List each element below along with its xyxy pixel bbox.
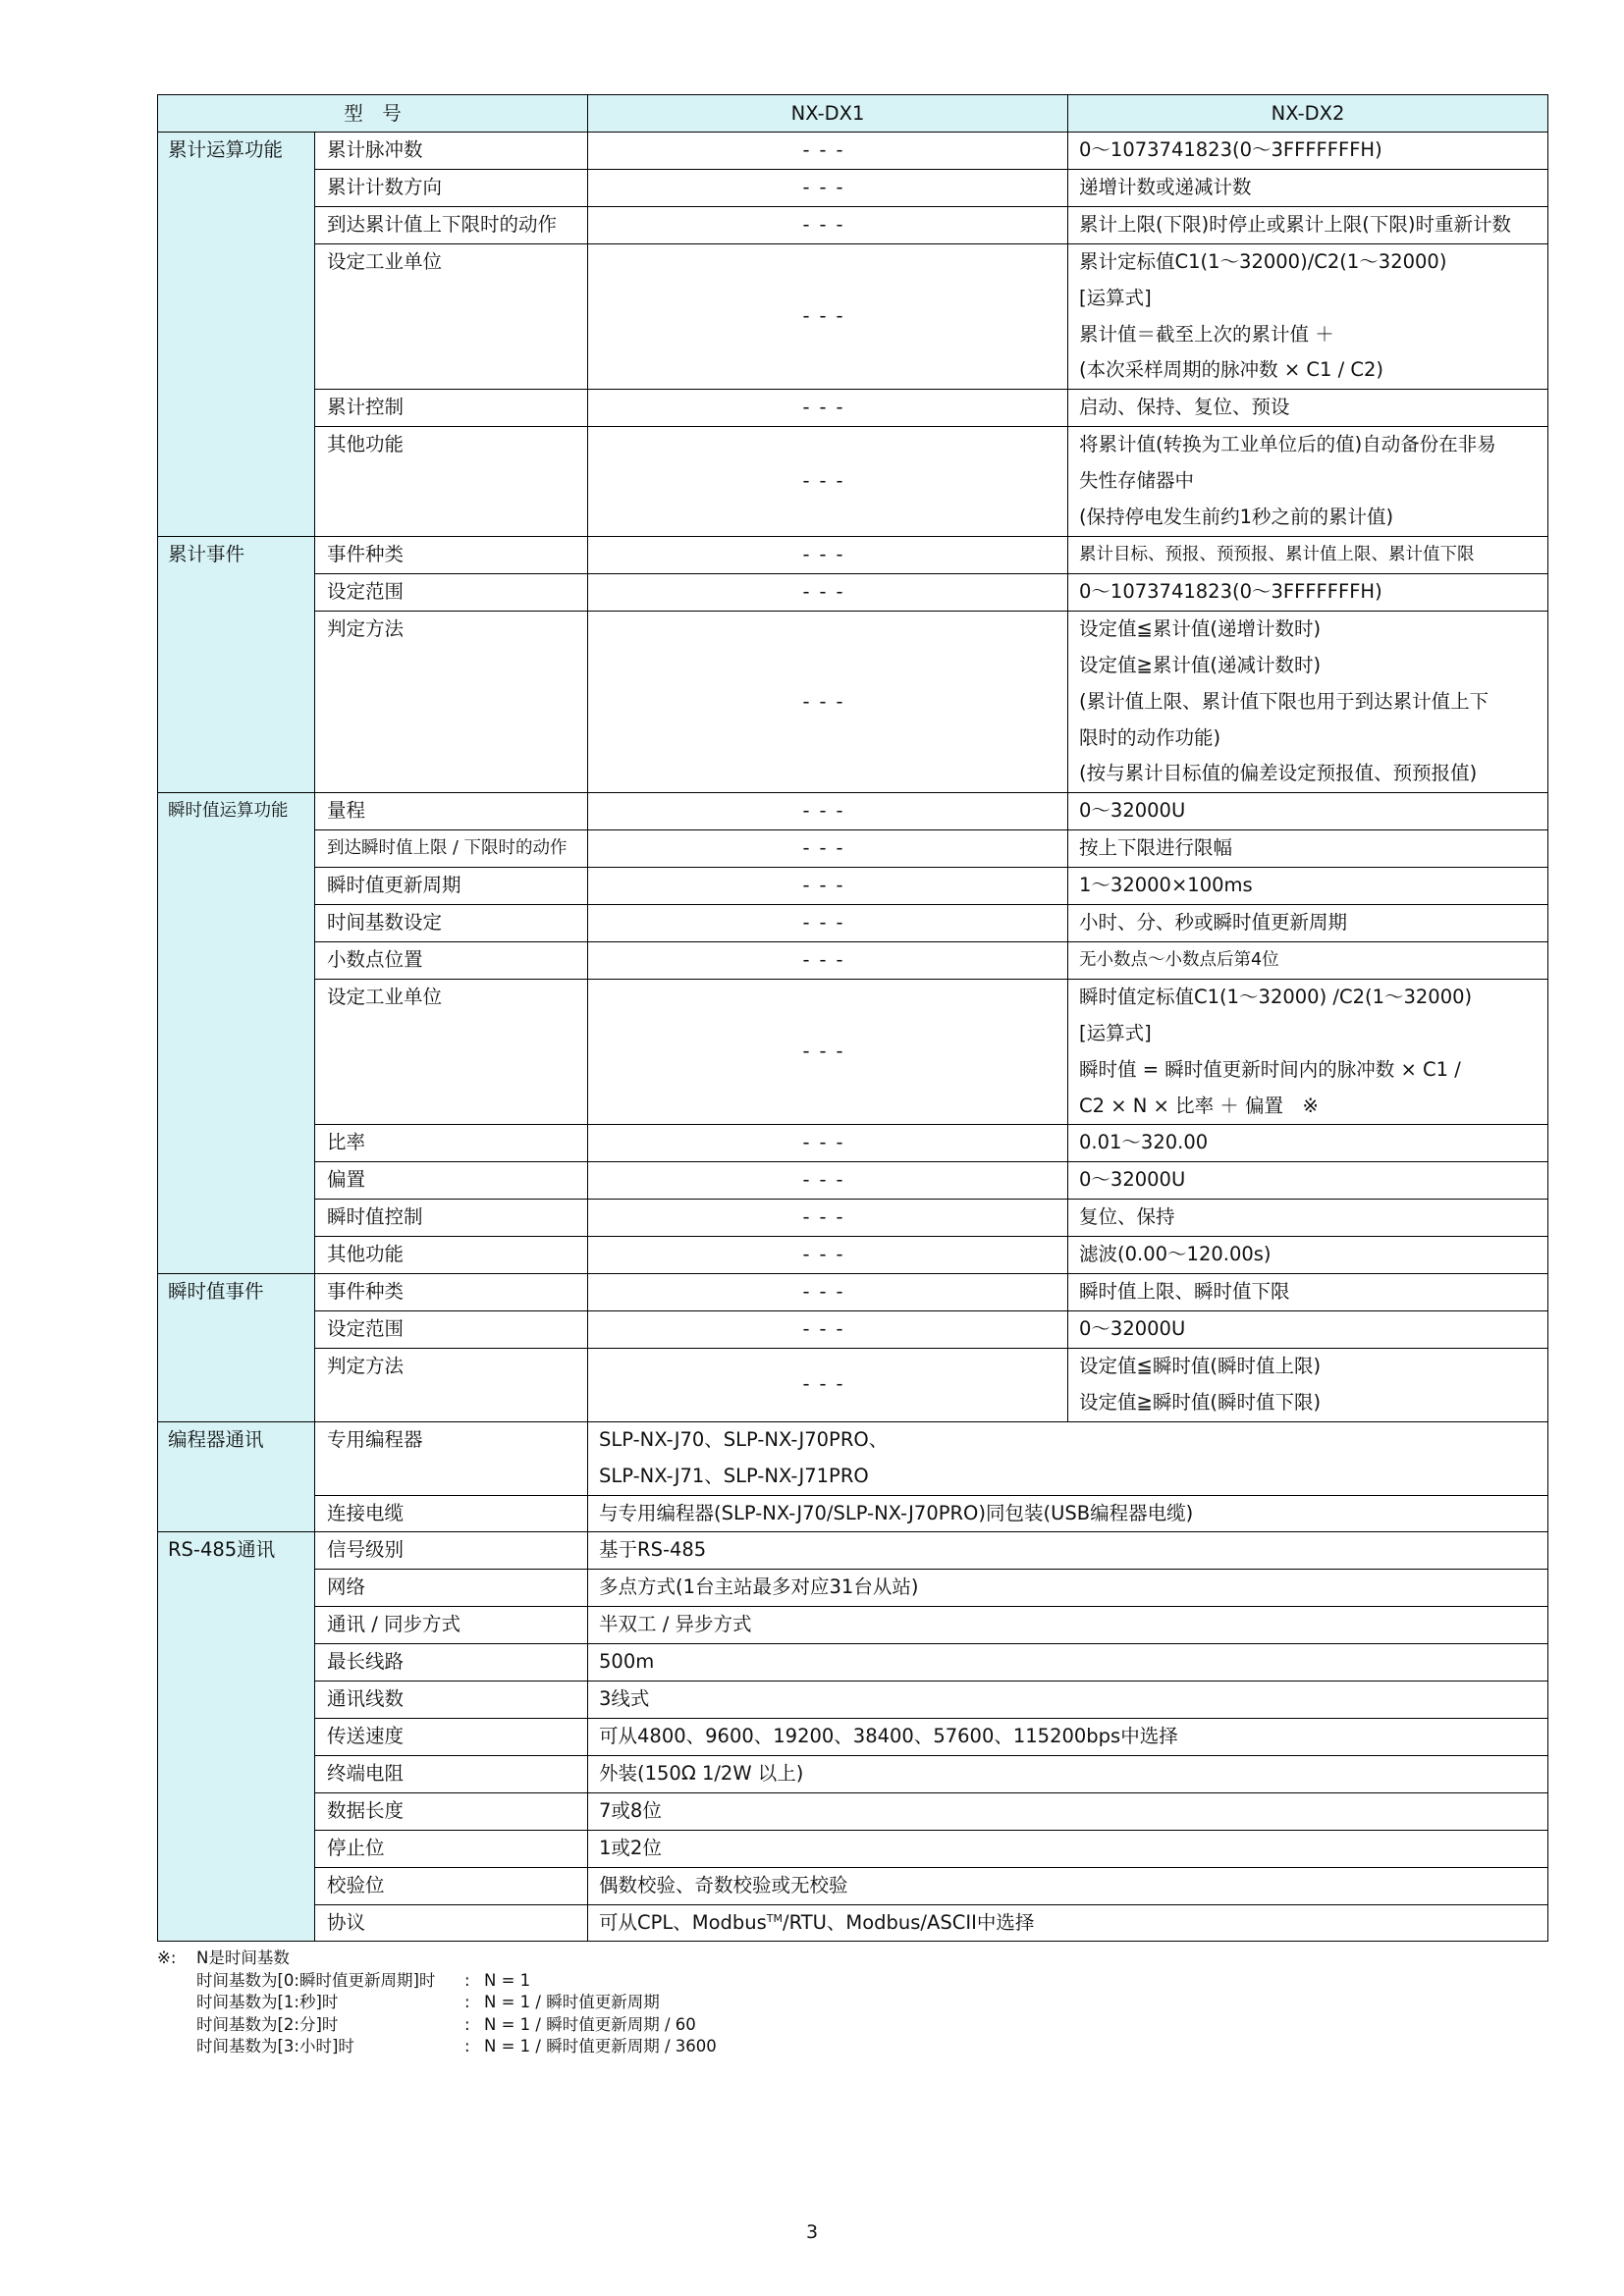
dx2-value: 0～32000U xyxy=(1068,1162,1548,1200)
row-label: 协议 xyxy=(315,1904,588,1942)
row-label: 连接电缆 xyxy=(315,1495,588,1532)
group-inst-event: 瞬时值事件 xyxy=(158,1274,315,1422)
table-row xyxy=(158,1570,1548,1607)
row-label: 比率 xyxy=(315,1125,588,1162)
footnote-label: 时间基数为[3:小时]时 xyxy=(196,2037,354,2056)
group-rs485: RS-485通讯 xyxy=(158,1532,315,1942)
dx2-value: 启动、保持、复位、预设 xyxy=(1068,390,1548,427)
row-label: 其他功能 xyxy=(315,1237,588,1274)
table-row xyxy=(158,1867,1548,1904)
table-row xyxy=(158,941,1548,979)
table-row xyxy=(158,1348,1548,1421)
table-row xyxy=(158,1125,1548,1162)
dx2-value: 累计目标、预报、预预报、累计值上限、累计值下限 xyxy=(1068,536,1548,573)
header-model: 型 号 xyxy=(158,95,588,133)
group-loader: 编程器通讯 xyxy=(158,1421,315,1532)
row-label: 数据长度 xyxy=(315,1792,588,1830)
table-row xyxy=(158,1162,1548,1200)
footnote-separator: : xyxy=(464,2037,470,2056)
dx2-value: 0～32000U xyxy=(1068,1311,1548,1349)
footnote-value: N = 1 / 瞬时值更新周期 xyxy=(484,1993,660,2012)
dx1-value: --- xyxy=(588,611,1068,793)
shared-value: 1或2位 xyxy=(588,1830,1548,1867)
footnote-value: N = 1 / 瞬时值更新周期 / 60 xyxy=(484,2014,696,2034)
table-row xyxy=(158,1495,1548,1532)
value-line: 瞬时值 = 瞬时值更新时间内的脉冲数 × C1 / xyxy=(1079,1057,1461,1081)
row-label: 专用编程器 xyxy=(315,1421,588,1495)
row-label: 累计脉冲数 xyxy=(315,133,588,170)
table-row xyxy=(158,1830,1548,1867)
dx2-value: 递增计数或递减计数 xyxy=(1068,169,1548,206)
table-row xyxy=(158,1311,1548,1349)
dx1-value: --- xyxy=(588,979,1068,1125)
protocol-text: /RTU、Modbus/ASCII中选择 xyxy=(783,1910,1035,1934)
table-row xyxy=(158,243,1548,390)
dx2-value: 复位、保持 xyxy=(1068,1200,1548,1237)
table-row xyxy=(158,169,1548,206)
shared-value: 可从4800、9600、19200、38400、57600、115200bps中选择 xyxy=(588,1718,1548,1755)
header-row xyxy=(158,95,1548,133)
table-row xyxy=(158,1718,1548,1755)
spec-table xyxy=(157,94,1548,1942)
dx1-value: --- xyxy=(588,133,1068,170)
row-label: 停止位 xyxy=(315,1830,588,1867)
table-row xyxy=(158,1644,1548,1682)
table-row xyxy=(158,573,1548,611)
dx1-value: --- xyxy=(588,1125,1068,1162)
row-label: 瞬时值控制 xyxy=(315,1200,588,1237)
footnote-value: N = 1 / 瞬时值更新周期 / 3600 xyxy=(484,2037,717,2056)
shared-value: 半双工 / 异步方式 xyxy=(588,1607,1548,1644)
header-nx-dx2: NX-DX2 xyxy=(1068,95,1548,133)
dx1-value: --- xyxy=(588,1348,1068,1421)
shared-value xyxy=(588,1904,1548,1942)
table-row xyxy=(158,206,1548,243)
table-row xyxy=(158,1532,1548,1570)
dx2-value xyxy=(1068,979,1548,1125)
shared-value: 与专用编程器(SLP-NX-J70/SLP-NX-J70PRO)同包装(USB编程器电缆) xyxy=(588,1495,1548,1532)
dx2-value: 小时、分、秒或瞬时值更新周期 xyxy=(1068,905,1548,942)
group-accum-event: 累计事件 xyxy=(158,536,315,792)
value-line: 设定值≦累计值(递增计数时) xyxy=(1079,616,1322,640)
table-row xyxy=(158,793,1548,830)
footnote-title: N是时间基数 xyxy=(196,1949,290,1967)
table-row xyxy=(158,905,1548,942)
row-label: 传送速度 xyxy=(315,1718,588,1755)
table-row xyxy=(158,1755,1548,1792)
group-accum: 累计运算功能 xyxy=(158,133,315,537)
row-label: 偏置 xyxy=(315,1162,588,1200)
row-label: 判定方法 xyxy=(315,1348,588,1421)
row-label: 设定范围 xyxy=(315,573,588,611)
row-label: 到达累计值上下限时的动作 xyxy=(315,206,588,243)
value-line: [运算式] xyxy=(1079,286,1152,309)
table-row xyxy=(158,427,1548,537)
row-label: 设定范围 xyxy=(315,1311,588,1349)
row-label: 其他功能 xyxy=(315,427,588,537)
dx2-value xyxy=(1068,611,1548,793)
row-label: 时间基数设定 xyxy=(315,905,588,942)
footnote-separator: : xyxy=(464,1970,470,1990)
footnote-mark: ※: xyxy=(157,1949,177,1967)
dx1-value: --- xyxy=(588,1237,1068,1274)
shared-value: 基于RS-485 xyxy=(588,1532,1548,1570)
table-row xyxy=(158,1792,1548,1830)
dx1-value: --- xyxy=(588,169,1068,206)
dx2-value: 滤波(0.00～120.00s) xyxy=(1068,1237,1548,1274)
dx1-value: --- xyxy=(588,206,1068,243)
trademark-mark: TM xyxy=(766,1911,784,1925)
shared-value: 外装(150Ω 1/2W 以上) xyxy=(588,1755,1548,1792)
value-line: 累计值＝截至上次的累计值 ＋ xyxy=(1079,322,1334,346)
footnote-value: N = 1 xyxy=(484,1970,531,1990)
value-line: (累计值上限、累计值下限也用于到达累计值上下 xyxy=(1079,689,1489,713)
table-row xyxy=(158,390,1548,427)
value-line: C2 × N × 比率 ＋ 偏置 ※ xyxy=(1079,1094,1319,1117)
value-line: 失性存储器中 xyxy=(1079,469,1195,493)
value-line: (按与累计目标值的偏差设定预报值、预预报值) xyxy=(1079,762,1478,785)
table-row xyxy=(158,1200,1548,1237)
value-line: (保持停电发生前约1秒之前的累计值) xyxy=(1079,506,1394,529)
row-label: 判定方法 xyxy=(315,611,588,793)
dx1-value: --- xyxy=(588,390,1068,427)
shared-value xyxy=(588,1421,1548,1495)
row-label: 通讯 / 同步方式 xyxy=(315,1607,588,1644)
row-label: 小数点位置 xyxy=(315,941,588,979)
footnote-separator: : xyxy=(464,1993,470,2012)
value-line: [运算式] xyxy=(1079,1021,1152,1044)
dx1-value: --- xyxy=(588,1200,1068,1237)
table-row xyxy=(158,868,1548,905)
table-row xyxy=(158,1274,1548,1311)
value-line: SLP-NX-J70、SLP-NX-J70PRO、 xyxy=(599,1427,889,1451)
row-label: 到达瞬时值上限 / 下限时的动作 xyxy=(315,830,588,868)
dx1-value: --- xyxy=(588,941,1068,979)
value-line: 将累计值(转换为工业单位后的值)自动备份在非易 xyxy=(1079,433,1496,456)
row-label: 累计控制 xyxy=(315,390,588,427)
table-row xyxy=(158,979,1548,1125)
dx1-value: --- xyxy=(588,868,1068,905)
footnote-separator: : xyxy=(464,2014,470,2034)
dx1-value: --- xyxy=(588,793,1068,830)
row-label: 网络 xyxy=(315,1570,588,1607)
dx1-value: --- xyxy=(588,830,1068,868)
dx2-value xyxy=(1068,1348,1548,1421)
row-label: 信号级别 xyxy=(315,1532,588,1570)
shared-value: 3线式 xyxy=(588,1682,1548,1719)
dx1-value: --- xyxy=(588,1162,1068,1200)
value-line: 设定值≧累计值(递减计数时) xyxy=(1079,653,1322,676)
dx2-value: 瞬时值上限、瞬时值下限 xyxy=(1068,1274,1548,1311)
dx1-value: --- xyxy=(588,243,1068,390)
row-label: 设定工业单位 xyxy=(315,979,588,1125)
row-label: 通讯线数 xyxy=(315,1682,588,1719)
value-line: 瞬时值定标值C1(1～32000) /C2(1～32000) xyxy=(1079,985,1473,1008)
value-line: 设定值≧瞬时值(瞬时值下限) xyxy=(1079,1390,1322,1414)
dx2-value: 0～1073741823(0～3FFFFFFFH) xyxy=(1068,573,1548,611)
table-row xyxy=(158,536,1548,573)
table-row xyxy=(158,133,1548,170)
footnote-label: 时间基数为[0:瞬时值更新周期]时 xyxy=(196,1970,436,1990)
shared-value: 7或8位 xyxy=(588,1792,1548,1830)
dx2-value: 0.01～320.00 xyxy=(1068,1125,1548,1162)
shared-value: 偶数校验、奇数校验或无校验 xyxy=(588,1867,1548,1904)
table-row xyxy=(158,611,1548,793)
dx2-value: 累计上限(下限)时停止或累计上限(下限)时重新计数 xyxy=(1068,206,1548,243)
row-label: 事件种类 xyxy=(315,1274,588,1311)
table-row xyxy=(158,830,1548,868)
table-row xyxy=(158,1237,1548,1274)
value-line: 限时的动作功能) xyxy=(1079,725,1221,749)
footnote-label: 时间基数为[2:分]时 xyxy=(196,2014,339,2034)
row-label: 量程 xyxy=(315,793,588,830)
protocol-text: 可从CPL、Modbus xyxy=(599,1910,767,1934)
dx1-value: --- xyxy=(588,536,1068,573)
dx1-value: --- xyxy=(588,1274,1068,1311)
table-row xyxy=(158,1421,1548,1495)
footnote-label: 时间基数为[1:秒]时 xyxy=(196,1993,339,2012)
shared-value: 500m xyxy=(588,1644,1548,1682)
value-line: (本次采样周期的脉冲数 × C1 / C2) xyxy=(1079,358,1383,382)
row-label: 瞬时值更新周期 xyxy=(315,868,588,905)
row-label: 事件种类 xyxy=(315,536,588,573)
dx1-value: --- xyxy=(588,1311,1068,1349)
dx2-value xyxy=(1068,243,1548,390)
dx1-value: --- xyxy=(588,573,1068,611)
page-number: 3 xyxy=(805,2221,819,2243)
dx2-value: 无小数点～小数点后第4位 xyxy=(1068,941,1548,979)
dx1-value: --- xyxy=(588,427,1068,537)
dx1-value: --- xyxy=(588,905,1068,942)
table-row xyxy=(158,1904,1548,1942)
dx2-value xyxy=(1068,427,1548,537)
value-line: SLP-NX-J71、SLP-NX-J71PRO xyxy=(599,1464,869,1487)
row-label: 设定工业单位 xyxy=(315,243,588,390)
dx2-value: 1～32000×100ms xyxy=(1068,868,1548,905)
group-inst: 瞬时值运算功能 xyxy=(158,793,315,1274)
dx2-value: 0～1073741823(0～3FFFFFFFH) xyxy=(1068,133,1548,170)
row-label: 校验位 xyxy=(315,1867,588,1904)
table-row xyxy=(158,1682,1548,1719)
value-line: 设定值≦瞬时值(瞬时值上限) xyxy=(1079,1354,1322,1377)
row-label: 终端电阻 xyxy=(315,1755,588,1792)
header-nx-dx1: NX-DX1 xyxy=(588,95,1068,133)
dx2-value: 0～32000U xyxy=(1068,793,1548,830)
value-line: 累计定标值C1(1～32000)/C2(1～32000) xyxy=(1079,249,1447,273)
shared-value: 多点方式(1台主站最多对应31台从站) xyxy=(588,1570,1548,1607)
row-label: 最长线路 xyxy=(315,1644,588,1682)
table-row xyxy=(158,1607,1548,1644)
dx2-value: 按上下限进行限幅 xyxy=(1068,830,1548,868)
row-label: 累计计数方向 xyxy=(315,169,588,206)
